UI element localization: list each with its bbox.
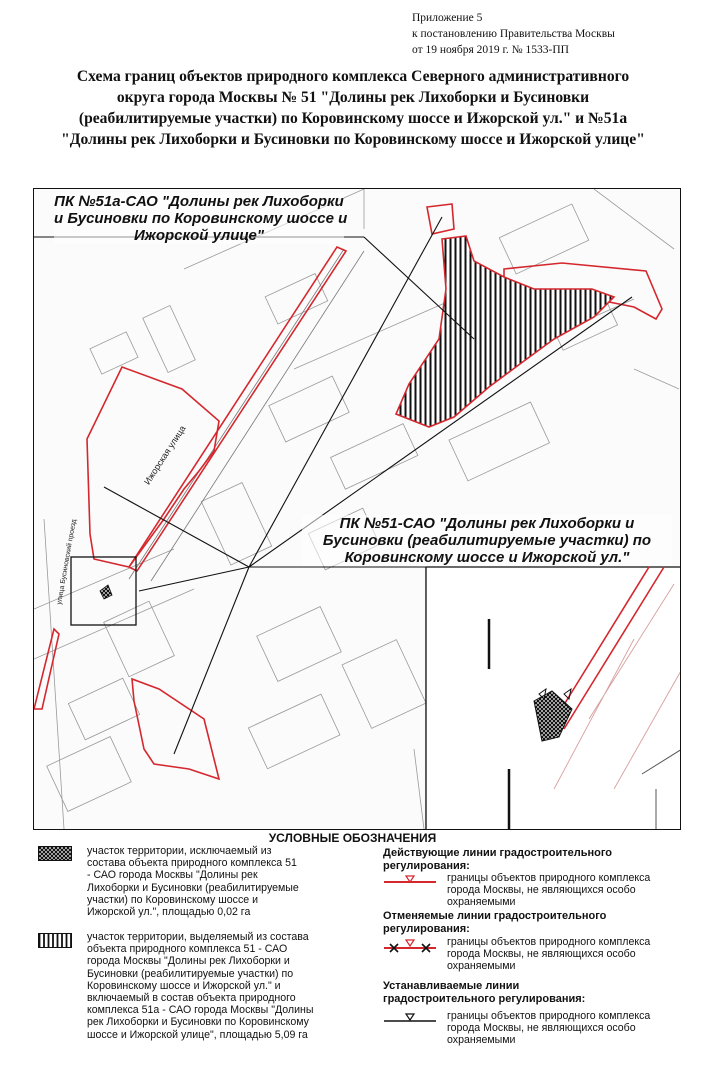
legend-sec1-desc-1: границы объектов природного комплекса	[447, 872, 651, 884]
appendix-line-2: к постановлению Правительства Москвы	[412, 28, 615, 40]
legend-item1-line-3: - САО города Москвы "Долины рек	[87, 869, 258, 882]
document-title	[12, 66, 694, 150]
legend-item1-line-4: Лихоборки и Бусиновки (реабилитируемые	[87, 881, 299, 894]
legend-item2-line-7: комплекса 51а - САО города Москвы "Долины	[87, 1004, 314, 1017]
legend-existing-line-sample	[382, 874, 438, 888]
legend-sec3-head-1: Устанавливаемые линии	[383, 980, 520, 992]
appendix-line-1: Приложение 5	[412, 12, 483, 24]
callout-pk-51a	[54, 193, 348, 244]
appendix-header	[412, 10, 702, 58]
legend-item1-line-5: участки) по Коровинскому шоссе и	[87, 893, 259, 906]
legend-item2-line-2: объекта природного комплекса 51 - САО	[87, 943, 288, 956]
street-label-businovsky: улица Бусиновский проезд	[56, 518, 78, 606]
legend-sec2-head-2: регулирования:	[383, 923, 470, 935]
locator-excluded-patch	[100, 585, 112, 599]
callout-51a-line-3: Ижорской улице"	[133, 227, 264, 244]
legend-item1-line-2: состава объекта природного комплекса 51	[87, 857, 297, 870]
callout-51a-line-1: ПК №51а-САО "Долины рек Лихоборки	[54, 193, 344, 210]
callout-51-line-3: Коровинскому шоссе и Ижорской ул."	[344, 549, 630, 566]
legend-sec1-head-2: регулирования:	[383, 860, 470, 872]
legend-sec1-head-1: Действующие линии градостроительного	[383, 847, 613, 859]
legend-sec2-head-1: Отменяемые линии градостроительного	[383, 910, 607, 922]
legend-item2-line-9: шоссе и Ижорской улице", площадью 5,09 га	[87, 1028, 308, 1041]
legend-item2-line-1: участок территории, выделяемый из состава	[87, 931, 309, 943]
legend-sec2-desc-2: города Москвы, не являющихся особо	[447, 948, 636, 961]
legend-title: УСЛОВНЫЕ ОБОЗНАЧЕНИЯ	[268, 831, 437, 845]
legend-vhatch-swatch	[38, 933, 72, 948]
legend-sec3-desc-2: города Москвы, не являющихся особо	[447, 1022, 636, 1035]
callout-51a-line-2: и Бусиновки по Коровинскому шоссе и	[54, 210, 348, 227]
legend-item2-line-5: Коровинскому шоссе и Ижорской ул." и	[87, 979, 281, 992]
legend-sec2-desc	[447, 936, 650, 973]
title-line-3: (реабилитируемые участки) по Коровинскому шоссе и Ижорской ул." и №51а	[78, 110, 628, 127]
legend-item-transferred	[87, 931, 313, 1041]
legend-cancelled-line-sample	[382, 938, 438, 954]
legend-item2-line-6: включаемый в состав объекта природного	[87, 992, 296, 1005]
street-label-izhorskaya: Ижорская улица	[142, 423, 188, 487]
callout-51-line-2: Бусиновки (реабилитируемые участки) по	[322, 532, 652, 549]
map-frame	[33, 188, 681, 830]
legend-crosshatch-swatch	[38, 846, 72, 861]
map-canvas	[34, 189, 681, 830]
legend-item2-line-3: города Москвы "Долины рек Лихоборки и	[87, 955, 290, 968]
legend-item1-line-1: участок территории, исключаемый из	[87, 845, 272, 857]
title-line-2: округа города Москвы № 51 "Долины рек Лихоборки и Бусиновки	[116, 89, 590, 106]
legend-sec3-heading	[383, 980, 585, 1006]
title-line-1: Схема границ объектов природного комплекса Северного административного	[76, 68, 630, 85]
legend-item2-line-8: рек Лихоборки и Бусиновки по Коровинскому	[87, 1016, 309, 1029]
legend-sec2-desc-1: границы объектов природного комплекса	[447, 936, 651, 948]
legend-sec3-desc-1: границы объектов природного комплекса	[447, 1010, 651, 1022]
legend-sec3-head-2: градостроительного регулирования:	[383, 993, 586, 1005]
legend-item-excluded	[87, 845, 299, 918]
inset-detail	[426, 567, 681, 830]
callout-51-line-1: ПК №51-САО "Долины рек Лихоборки и	[339, 515, 635, 532]
legend-sec1-desc-3: охраняемыми	[447, 896, 516, 909]
legend-sec1-desc-2: города Москвы, не являющихся особо	[447, 884, 636, 897]
legend-sec3-desc-3: охраняемыми	[447, 1034, 516, 1047]
appendix-line-3: от 19 ноября 2019 г. № 1533-ПП	[412, 44, 569, 56]
legend-item2-line-4: Бусиновки (реабилитируемые участки) по	[87, 967, 294, 980]
legend-sec1-heading	[383, 847, 612, 873]
boundary-south-parcel	[132, 679, 219, 779]
callout-pk-51	[302, 515, 672, 566]
legend-sec3-desc	[447, 1010, 650, 1047]
title-line-4: "Долины рек Лихоборки и Бусиновки по Коровинскому шоссе и Ижорской улице"	[61, 131, 645, 148]
legend-item1-line-6: Ижорской ул.", площадью 0,02 га	[87, 906, 251, 919]
legend-sec2-heading	[383, 910, 606, 936]
legend-sec1-desc	[447, 872, 650, 909]
legend-established-line-sample	[382, 1012, 438, 1026]
legend-sec2-desc-3: охраняемыми	[447, 960, 516, 973]
